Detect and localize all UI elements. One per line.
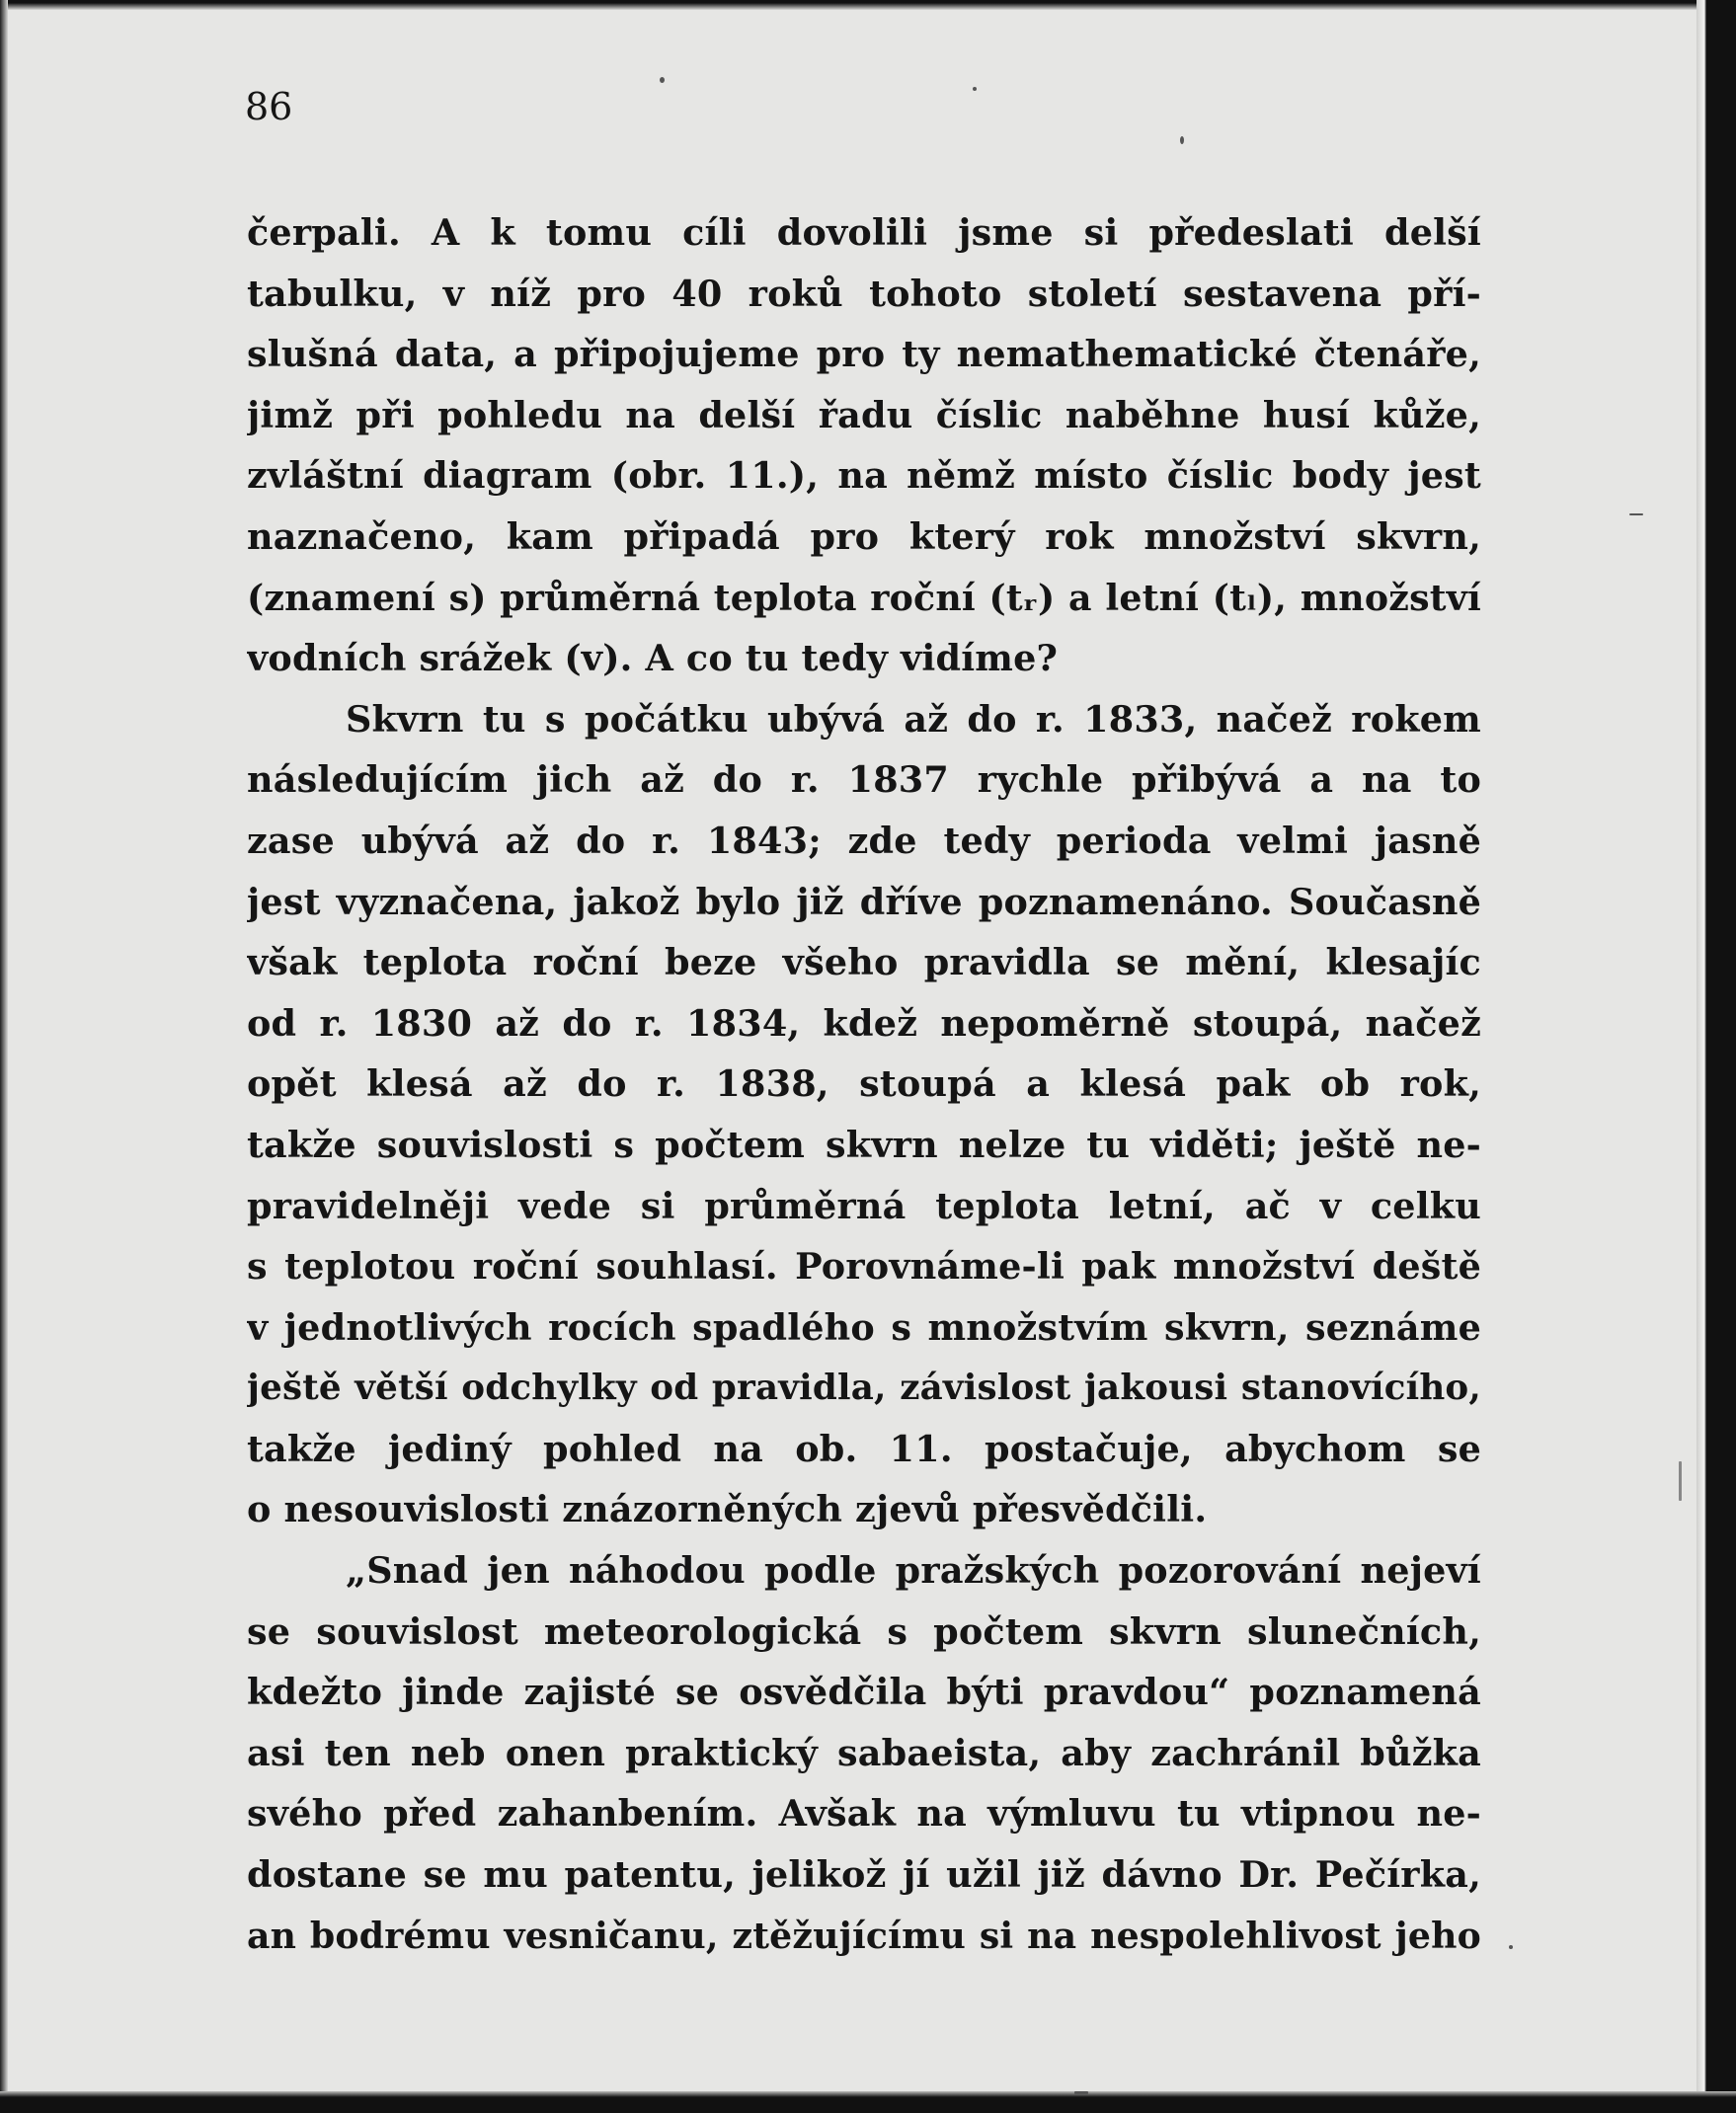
text-line: opět klesá až do r. 1838, stoupá a klesá pak ob rok, [247, 1062, 1481, 1106]
text-line: (znamení s) průměrná teplota roční (tᵣ) a letní (tₗ), množství [247, 576, 1481, 619]
text-line: „Snad jen náhodou podle pražských pozorování nejeví [346, 1549, 1481, 1593]
dust-speck [1074, 2091, 1088, 2094]
text-line: slušná data, a připojujeme pro ty nemathematické čtenáře, [247, 333, 1481, 376]
body-text [247, 202, 1481, 1966]
text-line: ještě větší odchylky od pravidla, závislost jakousi stanovícího, [247, 1368, 1481, 1409]
dust-speck [1629, 513, 1643, 515]
text-line: kdežto jinde zajisté se osvědčila býti pravdou“ poznamená [247, 1671, 1481, 1714]
text-line: naznačeno, kam připadá pro který rok množství skvrn, [247, 514, 1481, 558]
text-line: v jednotlivých rocích spadlého s množstvím skvrn, seznáme [247, 1305, 1481, 1349]
paragraph-1 [247, 202, 1481, 689]
dust-speck [1180, 136, 1184, 144]
dust-speck [1509, 1945, 1513, 1949]
text-line: Skvrn tu s počátku ubývá až do r. 1833, načež rokem [346, 697, 1481, 741]
dust-speck [1679, 1461, 1682, 1501]
scan-edge-bottom [0, 2091, 1736, 2113]
text-line: takže jediný pohled na ob. 11. postačuje, abychom se [247, 1427, 1481, 1470]
text-line: zase ubývá až do r. 1843; zde tedy perioda velmi jasně [247, 819, 1481, 862]
text-line: následujícím jich až do r. 1837 rychle přibývá a na to [247, 758, 1481, 802]
paragraph-3 [247, 1540, 1481, 1966]
scan-edge-left [0, 0, 8, 2113]
dust-speck [973, 87, 977, 91]
text-line: tabulku, v níž pro 40 roků tohoto století sestavena pří- [247, 272, 1481, 315]
scan-edge-right [1697, 0, 1736, 2113]
dust-speck [660, 77, 665, 83]
paragraph-2 [247, 689, 1481, 1540]
text-line: s teplotou roční souhlasí. Porovnáme-li pak množství deště [247, 1245, 1481, 1289]
text-line: vodních srážek (v). A co tu tedy vidíme? [247, 637, 1059, 680]
text-line: o nesouvislosti znázorněných zjevů přesvědčili. [247, 1488, 1208, 1531]
text-line: asi ten neb onen praktický sabaeista, aby zachránil bůžka [247, 1731, 1481, 1774]
text-line: takže souvislosti s počtem skvrn nelze tu viděti; ještě ne- [247, 1123, 1481, 1166]
page-number: 86 [245, 85, 293, 128]
text-line: však teplota roční beze všeho pravidla se mění, klesajíc [247, 941, 1481, 984]
text-line: jimž při pohledu na delší řadu číslic naběhne husí kůže, [247, 393, 1481, 436]
text-line: se souvislost meteorologická s počtem skvrn slunečních, [247, 1609, 1481, 1653]
text-line: zvláštní diagram (obr. 11.), na němž místo číslic body jest [247, 454, 1481, 498]
text-line: pravidelněji vede si průměrná teplota letní, ač v celku [247, 1184, 1481, 1227]
text-line: dostane se mu patentu, jelikož jí užil již dávno Dr. Pečírka, [247, 1853, 1481, 1897]
text-line: svého před zahanbením. Avšak na výmluvu tu vtipnou ne- [247, 1792, 1481, 1836]
text-line: čerpali. A k tomu cíli dovolili jsme si předeslati delší [247, 211, 1481, 254]
text-line: od r. 1830 až do r. 1834, kdež nepoměrně stoupá, načež [247, 1001, 1481, 1045]
text-line: an bodrému vesničanu, ztěžujícímu si na nespolehlivost jeho [247, 1914, 1481, 1957]
text-line: jest vyznačena, jakož bylo již dříve poznamenáno. Současně [247, 880, 1481, 923]
scan-edge-top [0, 0, 1736, 10]
